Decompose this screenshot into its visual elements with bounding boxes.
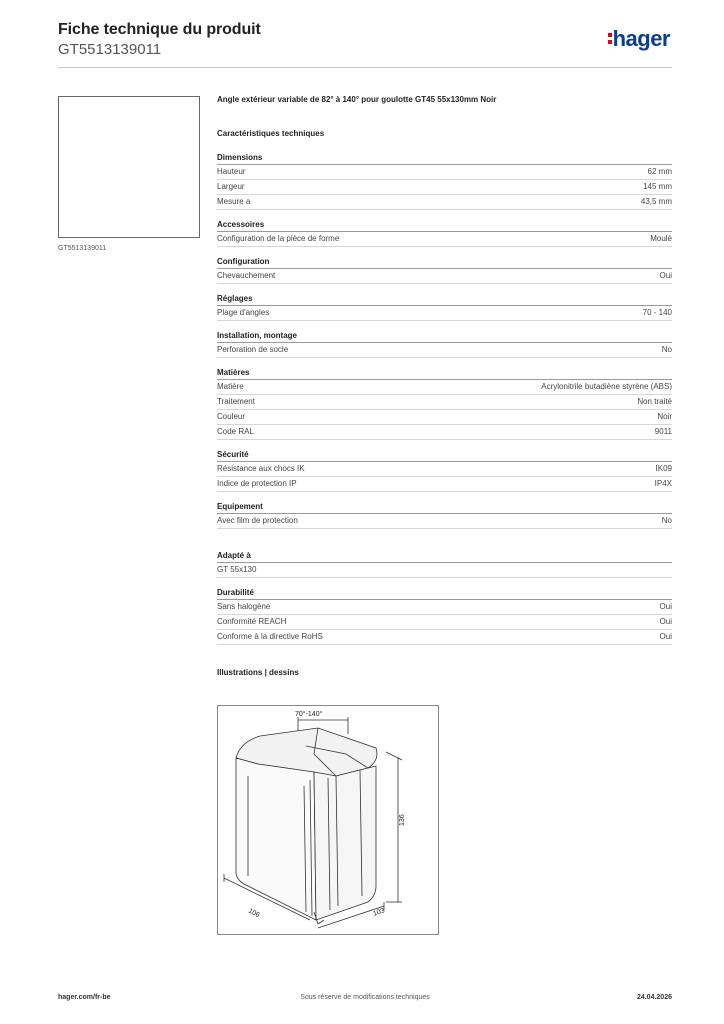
section-9	[217, 588, 672, 645]
spec-label: Largeur	[217, 182, 245, 191]
technical-characteristics-title: Caractéristiques techniques	[217, 129, 325, 138]
spec-value: Oui	[659, 271, 672, 280]
height-dimension-label: 136	[399, 814, 406, 826]
spec-label: Mesure a	[217, 197, 251, 206]
section-title: Adapté à	[217, 551, 672, 563]
corner-piece-drawing	[218, 706, 438, 934]
spec-label: Matière	[217, 382, 244, 391]
spec-label: Avec film de protection	[217, 516, 298, 525]
spec-row	[217, 410, 672, 425]
section-1	[217, 220, 672, 247]
page-footer	[58, 994, 672, 1008]
section-title: Dimensions	[217, 153, 672, 165]
section-7	[217, 502, 672, 529]
spec-row	[217, 630, 672, 645]
angle-dimension-label: 70°-140°	[295, 711, 323, 718]
section-title: Matières	[217, 368, 672, 380]
section-6	[217, 450, 672, 492]
spec-value: Oui	[659, 602, 672, 611]
footer-notice: Sous réserve de modifications techniques	[300, 994, 430, 1001]
spec-row	[217, 563, 672, 578]
spec-row	[217, 306, 672, 321]
spec-label: GT 55x130	[217, 565, 257, 574]
spec-value: 145 mm	[643, 182, 672, 191]
section-title: Durabilité	[217, 588, 672, 600]
section-8	[217, 551, 672, 578]
section-3	[217, 294, 672, 321]
header-divider	[58, 67, 672, 68]
spec-row	[217, 477, 672, 492]
spec-label: Code RAL	[217, 427, 254, 436]
spec-row	[217, 269, 672, 284]
product-drawing	[217, 705, 439, 935]
section-0	[217, 153, 672, 210]
spec-label: Sans halogène	[217, 602, 271, 611]
spec-label: Conforme à la directive RoHS	[217, 632, 323, 641]
spec-row	[217, 165, 672, 180]
spec-label: Perforation de socle	[217, 345, 289, 354]
spec-row	[217, 395, 672, 410]
section-title: Sécurité	[217, 450, 672, 462]
section-title: Installation, montage	[217, 331, 672, 343]
right-dimension-label: 103	[372, 907, 386, 918]
spec-value: No	[661, 345, 672, 354]
spec-value: Oui	[659, 632, 672, 641]
spec-value: IK09	[655, 464, 672, 473]
spec-row	[217, 462, 672, 477]
section-2	[217, 257, 672, 284]
section-title: Réglages	[217, 294, 672, 306]
spec-value: 62 mm	[647, 167, 672, 176]
spec-value: Acrylonitrile butadiène styrène (ABS)	[541, 382, 672, 391]
section-4	[217, 331, 672, 358]
left-dimension-label: 106	[247, 907, 261, 920]
spec-label: Conformité REACH	[217, 617, 287, 626]
spec-row	[217, 615, 672, 630]
characteristics-sections	[217, 153, 672, 645]
spec-value: IP4X	[654, 479, 672, 488]
spec-row	[217, 195, 672, 210]
product-image-placeholder	[58, 96, 200, 238]
spec-value: Noir	[657, 412, 672, 421]
page-header	[58, 20, 672, 68]
spec-value: 9011	[654, 427, 672, 436]
spec-value: Non traité	[637, 397, 672, 406]
product-reference: GT5513139011	[58, 41, 162, 58]
spec-value: Oui	[659, 617, 672, 626]
hager-logo: hager	[608, 26, 670, 52]
logo-dots-icon	[608, 40, 612, 44]
spec-label: Hauteur	[217, 167, 246, 176]
spec-label: Plage d'angles	[217, 308, 270, 317]
technical-sheet	[217, 95, 672, 677]
spec-value: No	[661, 516, 672, 525]
spec-row	[217, 600, 672, 615]
page-title: Fiche technique du produit	[58, 21, 261, 38]
spec-row	[217, 380, 672, 395]
spec-label: Indice de protection IP	[217, 479, 297, 488]
spec-value: Moulé	[650, 234, 672, 243]
section-title: Configuration	[217, 257, 672, 269]
spec-label: Chevauchement	[217, 271, 276, 280]
spec-row	[217, 425, 672, 440]
footer-website-link[interactable]: hager.com/fr-be	[58, 994, 111, 1001]
section-5	[217, 368, 672, 440]
spec-label: Résistance aux chocs IK	[217, 464, 305, 473]
product-image-caption: GT5513139011	[58, 245, 107, 252]
spec-label: Traitement	[217, 397, 255, 406]
spec-row	[217, 514, 672, 529]
illustrations-title: Illustrations | dessins	[217, 668, 299, 677]
spec-label: Configuration de la pièce de forme	[217, 234, 340, 243]
spec-value: 43,5 mm	[640, 197, 672, 206]
spec-row	[217, 232, 672, 247]
product-description: Angle extérieur variable de 82° à 140° pour goulotte GT45 55x130mm Noir	[217, 95, 497, 104]
section-title: Equipement	[217, 502, 672, 514]
spec-row	[217, 180, 672, 195]
section-title: Accessoires	[217, 220, 672, 232]
footer-date: 24.04.2026	[636, 994, 672, 1001]
spec-value: 70 - 140	[642, 308, 672, 317]
spec-label: Couleur	[217, 412, 246, 421]
spec-row	[217, 343, 672, 358]
